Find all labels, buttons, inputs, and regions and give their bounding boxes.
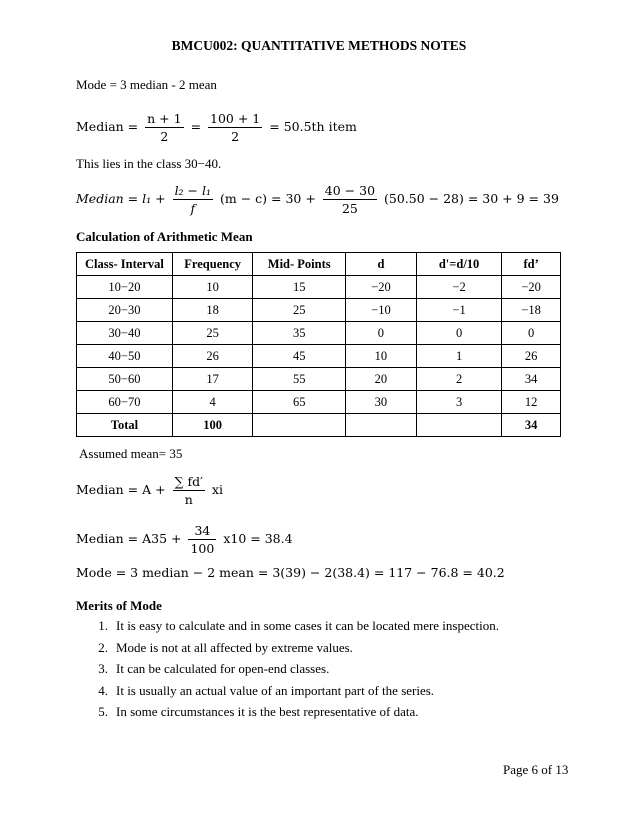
table-cell: 26 (502, 345, 561, 368)
table-cell: 10 (172, 276, 253, 299)
table-cell: 60−70 (77, 391, 173, 414)
table-cell (253, 414, 345, 437)
table-cell: 20−30 (77, 299, 173, 322)
table-cell: −10 (345, 299, 416, 322)
table-header-row (77, 253, 561, 276)
table-cell: 35 (253, 322, 345, 345)
table-row (77, 299, 561, 322)
table-cell: 30−40 (77, 322, 173, 345)
median-class-line: This lies in the class 30−40. (76, 156, 222, 171)
median-lhs: Median = (76, 119, 139, 134)
list-item: 2. Mode is not at all affected by extreme values. (98, 639, 353, 655)
table-cell: 20 (345, 368, 416, 391)
median-interpolation-equation: Median = l₁ + $\frac{\text{l₂ − l₁}}{f}$ (m − c) = 30 + $\frac{40 - 30}{25}$ (50.50 − 28) = 30 + 9 = 39 (76, 183, 559, 216)
table-cell: 25 (172, 322, 253, 345)
table-total-row (77, 414, 561, 437)
table-cell (416, 414, 501, 437)
table-row (77, 391, 561, 414)
fraction-n-plus-1: $\frac{n + 1}{2}$ (147, 111, 182, 144)
table-cell: 65 (253, 391, 345, 414)
list-item: 5. In some circumstances it is the best representative of data. (98, 704, 419, 719)
table-cell: 17 (172, 368, 253, 391)
table-cell: 26 (172, 345, 253, 368)
page-number: Page 6 of 13 (503, 762, 569, 777)
table-row (77, 322, 561, 345)
table-cell (345, 414, 416, 437)
total-label: Total (77, 414, 173, 437)
median-assumed-result: Median = A35 + $\frac{34}{100}$ x10 = 38.4 (76, 523, 293, 556)
arithmetic-mean-heading: Calculation of Arithmetic Mean (76, 229, 253, 244)
header-fd: fd’ (502, 253, 561, 276)
median-assumed-formula: Median = A + $\frac{\sum fd'}{n}$ xi (76, 474, 223, 507)
assumed-mean-line: Assumed mean= 35 (79, 446, 183, 461)
header-d-prime: d'=d/10 (416, 253, 501, 276)
table-cell: 2 (416, 368, 501, 391)
median-position-result: = 50.5th item (269, 119, 357, 134)
table-cell: 50−60 (77, 368, 173, 391)
list-item: 3. It can be calculated for open-end classes. (98, 661, 330, 676)
header-d: d (345, 253, 416, 276)
mode-result: Mode = 3 median − 2 mean = 3(39) − 2(38.4) = 117 − 76.8 = 40.2 (76, 565, 505, 580)
header-frequency: Frequency (172, 253, 253, 276)
table-cell: 0 (416, 322, 501, 345)
fraction-34-over-100: $\frac{34}{100}$ (190, 523, 215, 556)
fraction-class-width: $\frac{\text{l₂ − l₁}}{f}$ (174, 183, 212, 216)
median-position-equation: Median = $\frac{n + 1}{2}$ = $\frac{100 + 1}{2}$ = 50.5th item (76, 111, 357, 144)
table-cell: 55 (253, 368, 345, 391)
fraction-sum-fd-over-n: $\frac{\sum fd'}{n}$ (174, 474, 203, 507)
merits-heading: Merits of Mode (76, 598, 162, 613)
table-cell: 45 (253, 345, 345, 368)
table-cell: 0 (345, 322, 416, 345)
table-cell: 40−50 (77, 345, 173, 368)
table-cell: 1 (416, 345, 501, 368)
table-row (77, 368, 561, 391)
table-cell: 4 (172, 391, 253, 414)
table-cell: −20 (345, 276, 416, 299)
list-item: 1. It is easy to calculate and in some cases it can be located mere inspection. (98, 618, 499, 633)
table-cell: 18 (172, 299, 253, 322)
table-cell: 3 (416, 391, 501, 414)
page-header: BMCU002: QUANTITATIVE METHODS NOTES (171, 38, 467, 53)
table-cell: −1 (416, 299, 501, 322)
median-result: (50.50 − 28) = 30 + 9 = 39 (384, 191, 559, 206)
table-cell: 12 (502, 391, 561, 414)
table-cell: 25 (253, 299, 345, 322)
table-cell: 0 (502, 322, 561, 345)
header-class-interval: Class- Interval (77, 253, 173, 276)
table-cell: 15 (253, 276, 345, 299)
table-cell: −18 (502, 299, 561, 322)
table-cell: −20 (502, 276, 561, 299)
fraction-100-plus-1: $\frac{100 + 1}{2}$ (210, 111, 261, 144)
table-cell: 34 (502, 368, 561, 391)
table-cell: 10−20 (77, 276, 173, 299)
list-item: 4. It is usually an actual value of an important part of the series. (98, 682, 435, 698)
table-cell: −2 (416, 276, 501, 299)
arithmetic-mean-table (76, 252, 561, 437)
table-cell: 10 (345, 345, 416, 368)
merits-list (76, 618, 499, 726)
table-row (77, 345, 561, 368)
total-frequency: 100 (172, 414, 253, 437)
table-cell: 30 (345, 391, 416, 414)
total-fd: 34 (502, 414, 561, 437)
fraction-40-minus-30: $\frac{40 - 30}{25}$ (324, 183, 376, 216)
mode-formula: Mode = 3 median - 2 mean (76, 77, 217, 92)
table-row (77, 276, 561, 299)
header-mid-points: Mid- Points (253, 253, 345, 276)
